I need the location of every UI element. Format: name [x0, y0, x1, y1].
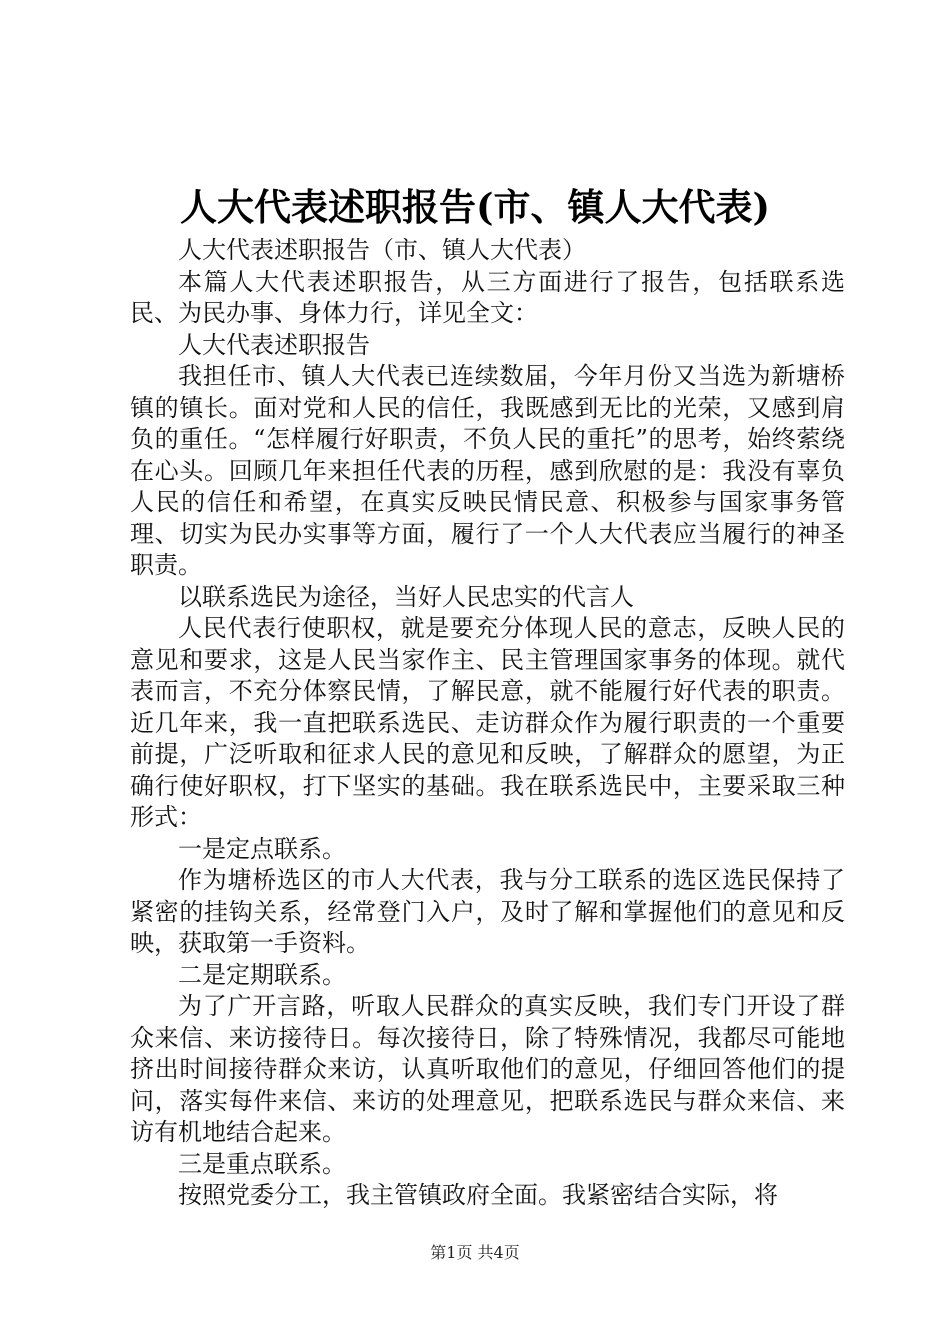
page-footer: 第1页 共4页	[430, 1243, 520, 1262]
paragraph-9: 二是定期联系。	[178, 960, 346, 989]
paragraph-3: 人大代表述职报告	[178, 330, 370, 359]
document-body	[130, 235, 845, 1212]
paragraph-1: 人大代表述职报告（市、镇人大代表）	[178, 236, 586, 264]
paragraph-5: 以联系选民为途径，当好人民忠实的代言人	[178, 582, 634, 611]
paragraph-11: 三是重点联系。	[178, 1149, 346, 1178]
paragraph-10: 为了广开言路，听取人民群众的真实反映，我们专门开设了群众来信、来访接待日。每次接待日，除了特殊情况，我都尽可能地挤出时间接待群众来访，认真听取他们的意见，仔细回答他们的提问，落实每件来信、来访的处理意见，把联系选民与群众来信、来访有机地结合起来。	[130, 992, 845, 1146]
paragraph-2: 本篇人大代表述职报告，从三方面进行了报告，包括联系选民、为民办事、身体力行，详见全文：	[130, 267, 845, 327]
paragraph-12: 按照党委分工，我主管镇政府全面。我紧密结合实际，将	[178, 1181, 778, 1209]
paragraph-7: 一是定点联系。	[178, 834, 346, 863]
paragraph-8: 作为塘桥选区的市人大代表，我与分工联系的选区选民保持了紧密的挂钩关系，经常登门入户，及时了解和掌握他们的意见和反映，获取第一手资料。	[130, 866, 845, 957]
paragraph-6: 人民代表行使职权，就是要充分体现人民的意志，反映人民的意见和要求，这是人民当家作主、民主管理国家事务的体现。就代表而言，不充分体察民情，了解民意，就不能履行好代表的职责。近几年来，我一直把联系选民、走访群众作为履行职责的一个重要前提，广泛听取和征求人民的意见和反映，了解群众的愿望，为正确行使好职权，打下坚实的基础。我在联系选民中，主要采取三种形式：	[130, 614, 845, 831]
document-title: 人大代表述职报告(市、镇人大代表)	[179, 185, 770, 229]
paragraph-4: 我担任市、镇人大代表已连续数届，今年月份又当选为新塘桥镇的镇长。面对党和人民的信任，我既感到无比的光荣，又感到肩负的重任。“怎样履行好职责，不负人民的重托”的思考，始终萦绕在心头。回顾几年来担任代表的历程，感到欣慰的是：我没有辜负人民的信任和希望，在真实反映民情民意、积极参与国家事务管理、切实为民办实事等方面，履行了一个人大代表应当履行的神圣职责。	[130, 362, 845, 579]
